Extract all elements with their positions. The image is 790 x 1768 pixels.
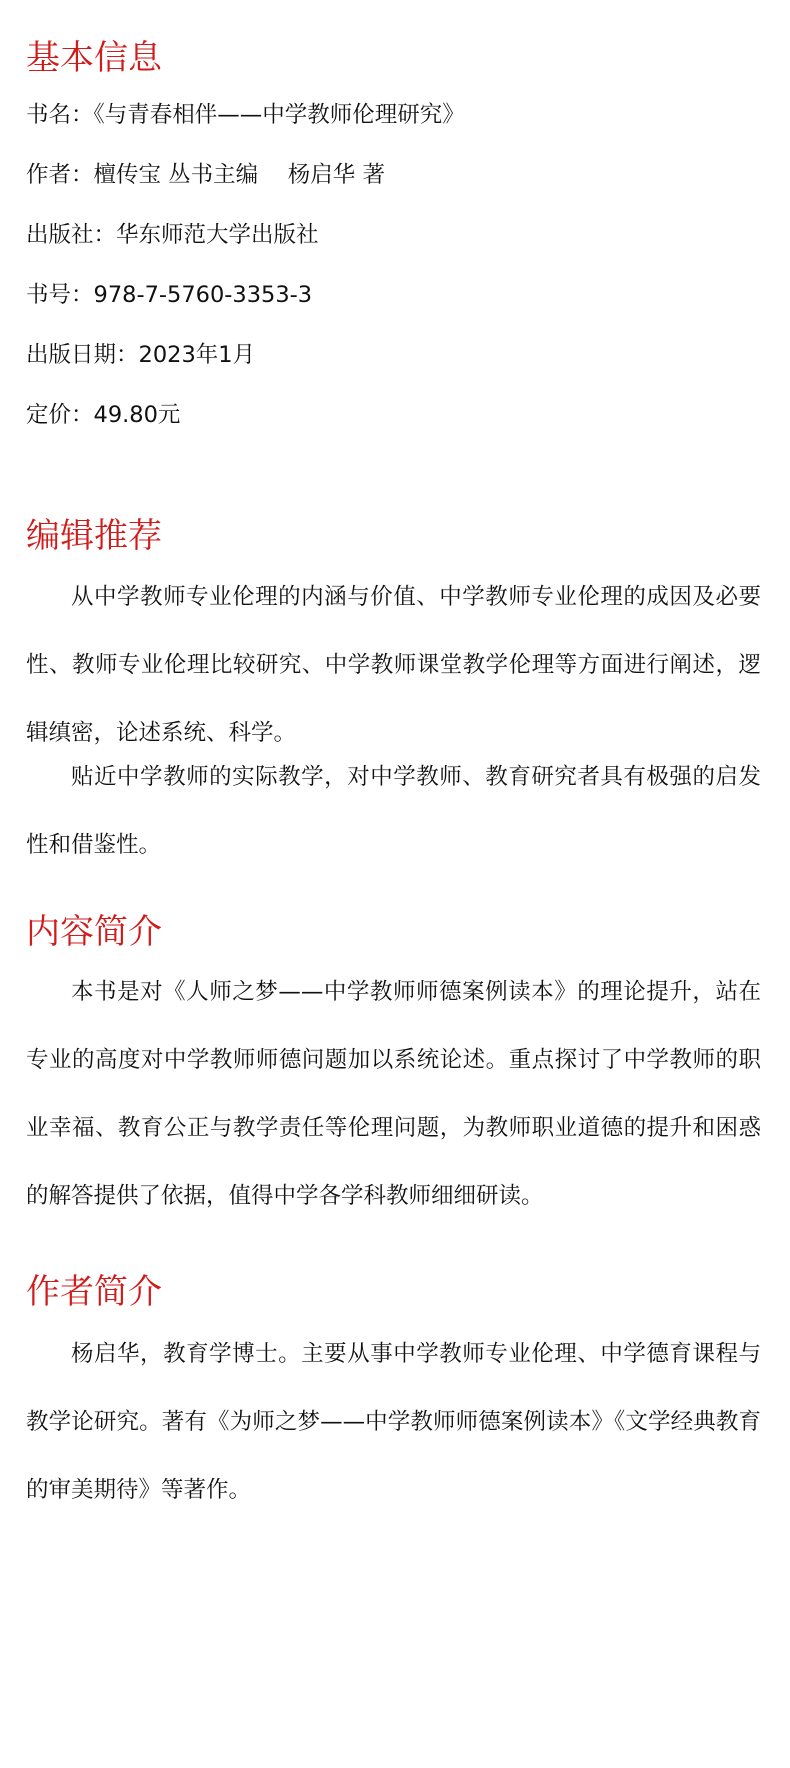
- author-line: 作者：檀传宝 丛书主编 杨启华 著: [26, 162, 385, 188]
- author-bio-paragraph: 杨启华，教育学博士。主要从事中学教师专业伦理、中学德育课程与教学论研究。著有《为师之梦——中学教师师德案例读本》《文学经典教育的审美期待》等著作。: [26, 1341, 761, 1503]
- editor-recommendation-heading: 编辑推荐: [26, 516, 162, 556]
- author-bio-heading: 作者简介: [26, 1272, 162, 1312]
- publisher-line: 出版社：华东师范大学出版社: [26, 222, 319, 248]
- book-title-line: 书名：《与青春相伴——中学教师伦理研究》: [26, 102, 465, 128]
- basic-info-heading: 基本信息: [26, 38, 162, 78]
- price-line: 定价：49.80元: [26, 402, 181, 428]
- content-summary-paragraph: 本书是对《人师之梦——中学教师师德案例读本》的理论提升，站在专业的高度对中学教师师德问题加以系统论述。重点探讨了中学教师的职业幸福、教育公正与教学责任等伦理问题，为教师职业道德的提升和困惑的解答提供了依据，值得中学各学科教师细细研读。: [26, 979, 761, 1209]
- editor-recommendation-paragraph-2: 贴近中学教师的实际教学，对中学教师、教育研究者具有极强的启发性和借鉴性。: [26, 764, 761, 858]
- isbn-line: 书号：978-7-5760-3353-3: [26, 282, 313, 308]
- pub-date-line: 出版日期：2023年1月: [26, 342, 256, 368]
- content-summary-heading: 内容简介: [26, 912, 162, 952]
- editor-recommendation-paragraph-1: 从中学教师专业伦理的内涵与价值、中学教师专业伦理的成因及必要性、教师专业伦理比较研究、中学教师课堂教学伦理等方面进行阐述，逻辑缜密，论述系统、科学。: [26, 584, 761, 746]
